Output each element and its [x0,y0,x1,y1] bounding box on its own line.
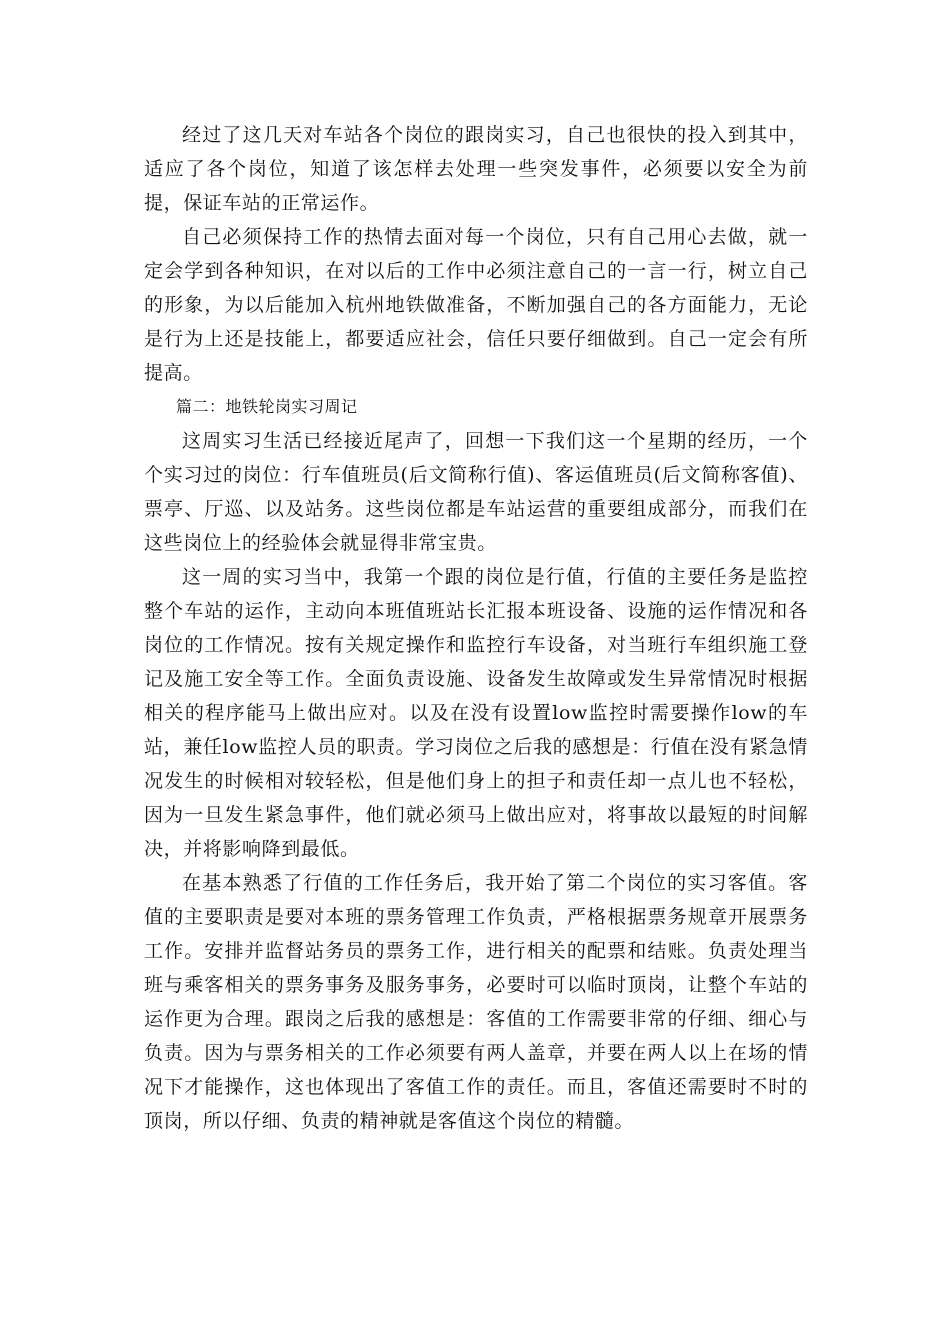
paragraph-passenger-duty-post: 在基本熟悉了行值的工作任务后，我开始了第二个岗位的实习客值。客值的主要职责是要对本班的票务管理工作负责，严格根据票务规章开展票务工作。安排并监督站务员的票务工作，进行相关的配票和结账。负责处理当班与乘客相关的票务事务及服务事务，必要时可以临时顶岗，让整个车站的运作更为合理。跟岗之后我的感想是：客值的工作需要非常的仔细、细心与负责。因为与票务相关的工作必须要有两人盖章，并要在两人以上在场的情况下才能操作，这也体现出了客值工作的责任。而且，客值还需要时不时的顶岗，所以仔细、负责的精神就是客值这个岗位的精髓。 [144,872,808,1132]
paragraph-work-enthusiasm: 自己必须保持工作的热情去面对每一个岗位，只有自己用心去做，就一定会学到各种知识，在对以后的工作中必须注意自己的一言一行，树立自己的形象，为以后能加入杭州地铁做准备，不断加强自己的各方面能力，无论是行为上还是技能上，都要适应社会，信任只要仔细做到。自己一定会有所提高。 [144,226,808,384]
paragraph-adapting-to-posts: 经过了这几天对车站各个岗位的跟岗实习，自己也很快的投入到其中，适应了各个岗位，知道了该怎样去处理一些突发事件，必须要以安全为前提，保证车站的正常运作。 [144,124,808,214]
paragraph-week-summary: 这周实习生活已经接近尾声了，回想一下我们这一个星期的经历，一个个实习过的岗位：行车值班员(后文简称行值)、客运值班员(后文简称客值)、票亭、厅巡、以及站务。这些岗位都是车站运营的重要组成部分，而我们在这些岗位上的经验体会就显得非常宝贵。 [144,430,808,554]
section-heading: 篇二：地铁轮岗实习周记 [176,397,358,416]
paragraph-traffic-duty-post: 这一周的实习当中，我第一个跟的岗位是行值，行值的主要任务是监控整个车站的运作，主动向本班值班站长汇报本班设备、设施的运作情况和各岗位的工作情况。按有关规定操作和监控行车设备，对当班行车组织施工登记及施工安全等工作。全面负责设施、设备发生故障或发生异常情况时根据相关的程序能马上做出应对。以及在没有设置low监控时需要操作low的车站，兼任low监控人员的职责。学习岗位之后我的感想是：行值在没有紧急情况发生的时候相对较轻松，但是他们身上的担子和责任却一点儿也不轻松，因为一旦发生紧急事件，他们就必须马上做出应对，将事故以最短的时间解决，并将影响降到最低。 [144,566,808,860]
document-page [144,118,808,1138]
